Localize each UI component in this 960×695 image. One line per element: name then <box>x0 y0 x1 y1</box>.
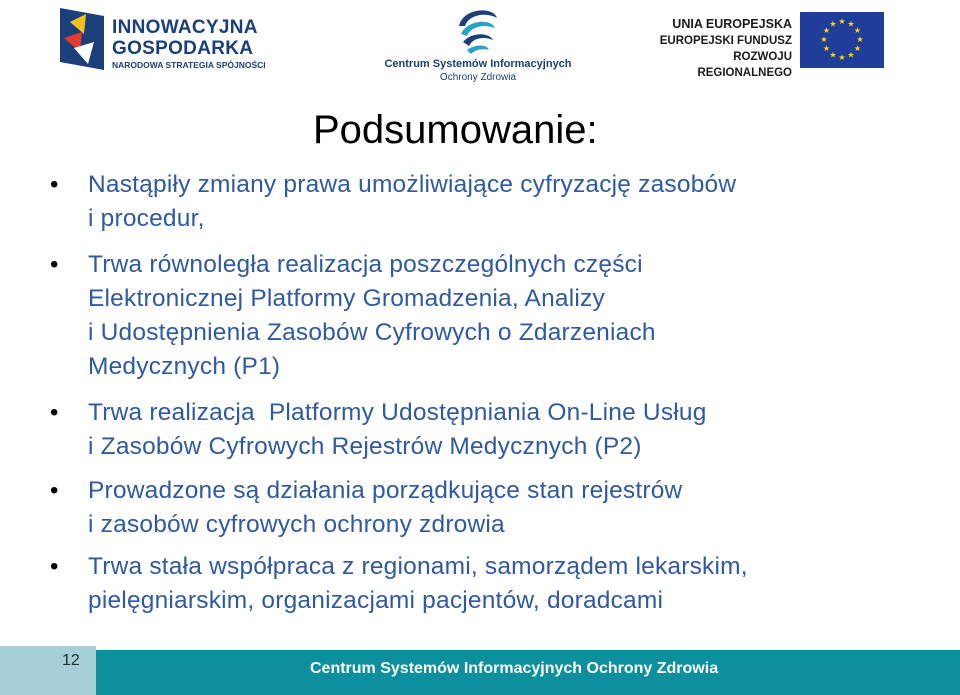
svg-text:★: ★ <box>856 35 864 44</box>
svg-text:★: ★ <box>822 44 831 53</box>
bullet-line: i zasobów cyfrowych ochrony zdrowia <box>88 511 505 538</box>
bullet-line: Prowadzone są działania porządkujące stan rejestrów <box>88 477 683 504</box>
svg-text:★: ★ <box>820 35 828 44</box>
svg-text:★: ★ <box>838 53 846 62</box>
bullet-line: Trwa stała współpraca z regionami, samorządem lekarskim, <box>88 553 748 580</box>
bullet-line: i procedur, <box>88 205 205 232</box>
bullet-text <box>88 248 908 384</box>
svg-text:★: ★ <box>829 19 837 29</box>
eu-line1: UNIA EUROPEJSKA <box>672 17 792 31</box>
svg-text:★: ★ <box>822 26 831 35</box>
bullet-dot-icon: • <box>50 251 59 278</box>
svg-text:★: ★ <box>853 44 862 53</box>
eu-flag-icon <box>800 12 884 68</box>
csioz-line2: Ochrony Zdrowia <box>439 72 517 83</box>
bullet-dot-icon: • <box>50 477 59 504</box>
csioz-swirl-icon <box>453 4 501 56</box>
bullet-dot-icon: • <box>50 171 59 198</box>
footer-text: Centrum Systemów Informacyjnych Ochrony Zdrowia <box>310 660 719 677</box>
ig-line1: INNOWACYJNA <box>112 17 258 38</box>
eu-text <box>648 16 792 81</box>
ig-line3: NARODOWA STRATEGIA SPÓJNOŚCI <box>112 60 266 70</box>
csioz-line1: Centrum Systemów Informacyjnych <box>384 58 572 70</box>
svg-text:★: ★ <box>838 17 846 26</box>
ig-flag-icon <box>60 8 104 70</box>
svg-text:★: ★ <box>829 50 837 60</box>
svg-text:★: ★ <box>853 26 862 35</box>
bullet-text <box>88 550 908 618</box>
bullet-line: i Udostępnienia Zasobów Cyfrowych o Zdarzeniach <box>88 319 656 346</box>
bullet-dot-icon: • <box>50 553 59 580</box>
eu-logo <box>648 12 888 79</box>
eu-line2: EUROPEJSKI FUNDUSZ <box>659 35 792 47</box>
bullet-line: pielęgniarskim, organizacjami pacjentów, doradcami <box>88 587 664 614</box>
bullet-line: Elektronicznej Platformy Gromadzenia, Analizy <box>88 285 605 312</box>
slide-title: Podsumowanie: <box>313 108 598 152</box>
bullet-text <box>88 474 908 542</box>
page-number: 12 <box>62 652 80 669</box>
innowacyjna-gospodarka-logo <box>60 8 270 74</box>
bullet-line: Trwa równoległa realizacja poszczególnych części <box>88 251 643 278</box>
bullet-text <box>88 396 908 464</box>
svg-text:★: ★ <box>847 19 855 29</box>
eu-line3: ROZWOJU REGIONALNEGO <box>697 51 792 79</box>
footer-page-box <box>0 646 96 695</box>
bullet-dot-icon: • <box>50 399 59 426</box>
bullet-line: Trwa realizacja Platformy Udostępniania On-Line Usług <box>88 399 707 426</box>
bullet-line: Medycznych (P1) <box>88 353 281 380</box>
csioz-logo <box>378 4 578 84</box>
ig-line2: GOSPODARKA <box>112 38 254 59</box>
bullet-text <box>88 168 908 236</box>
bullet-line: Nastąpiły zmiany prawa umożliwiające cyfryzację zasobów <box>88 171 737 198</box>
svg-text:★: ★ <box>847 50 855 60</box>
bullet-line: i Zasobów Cyfrowych Rejestrów Medycznych (P2) <box>88 433 642 460</box>
